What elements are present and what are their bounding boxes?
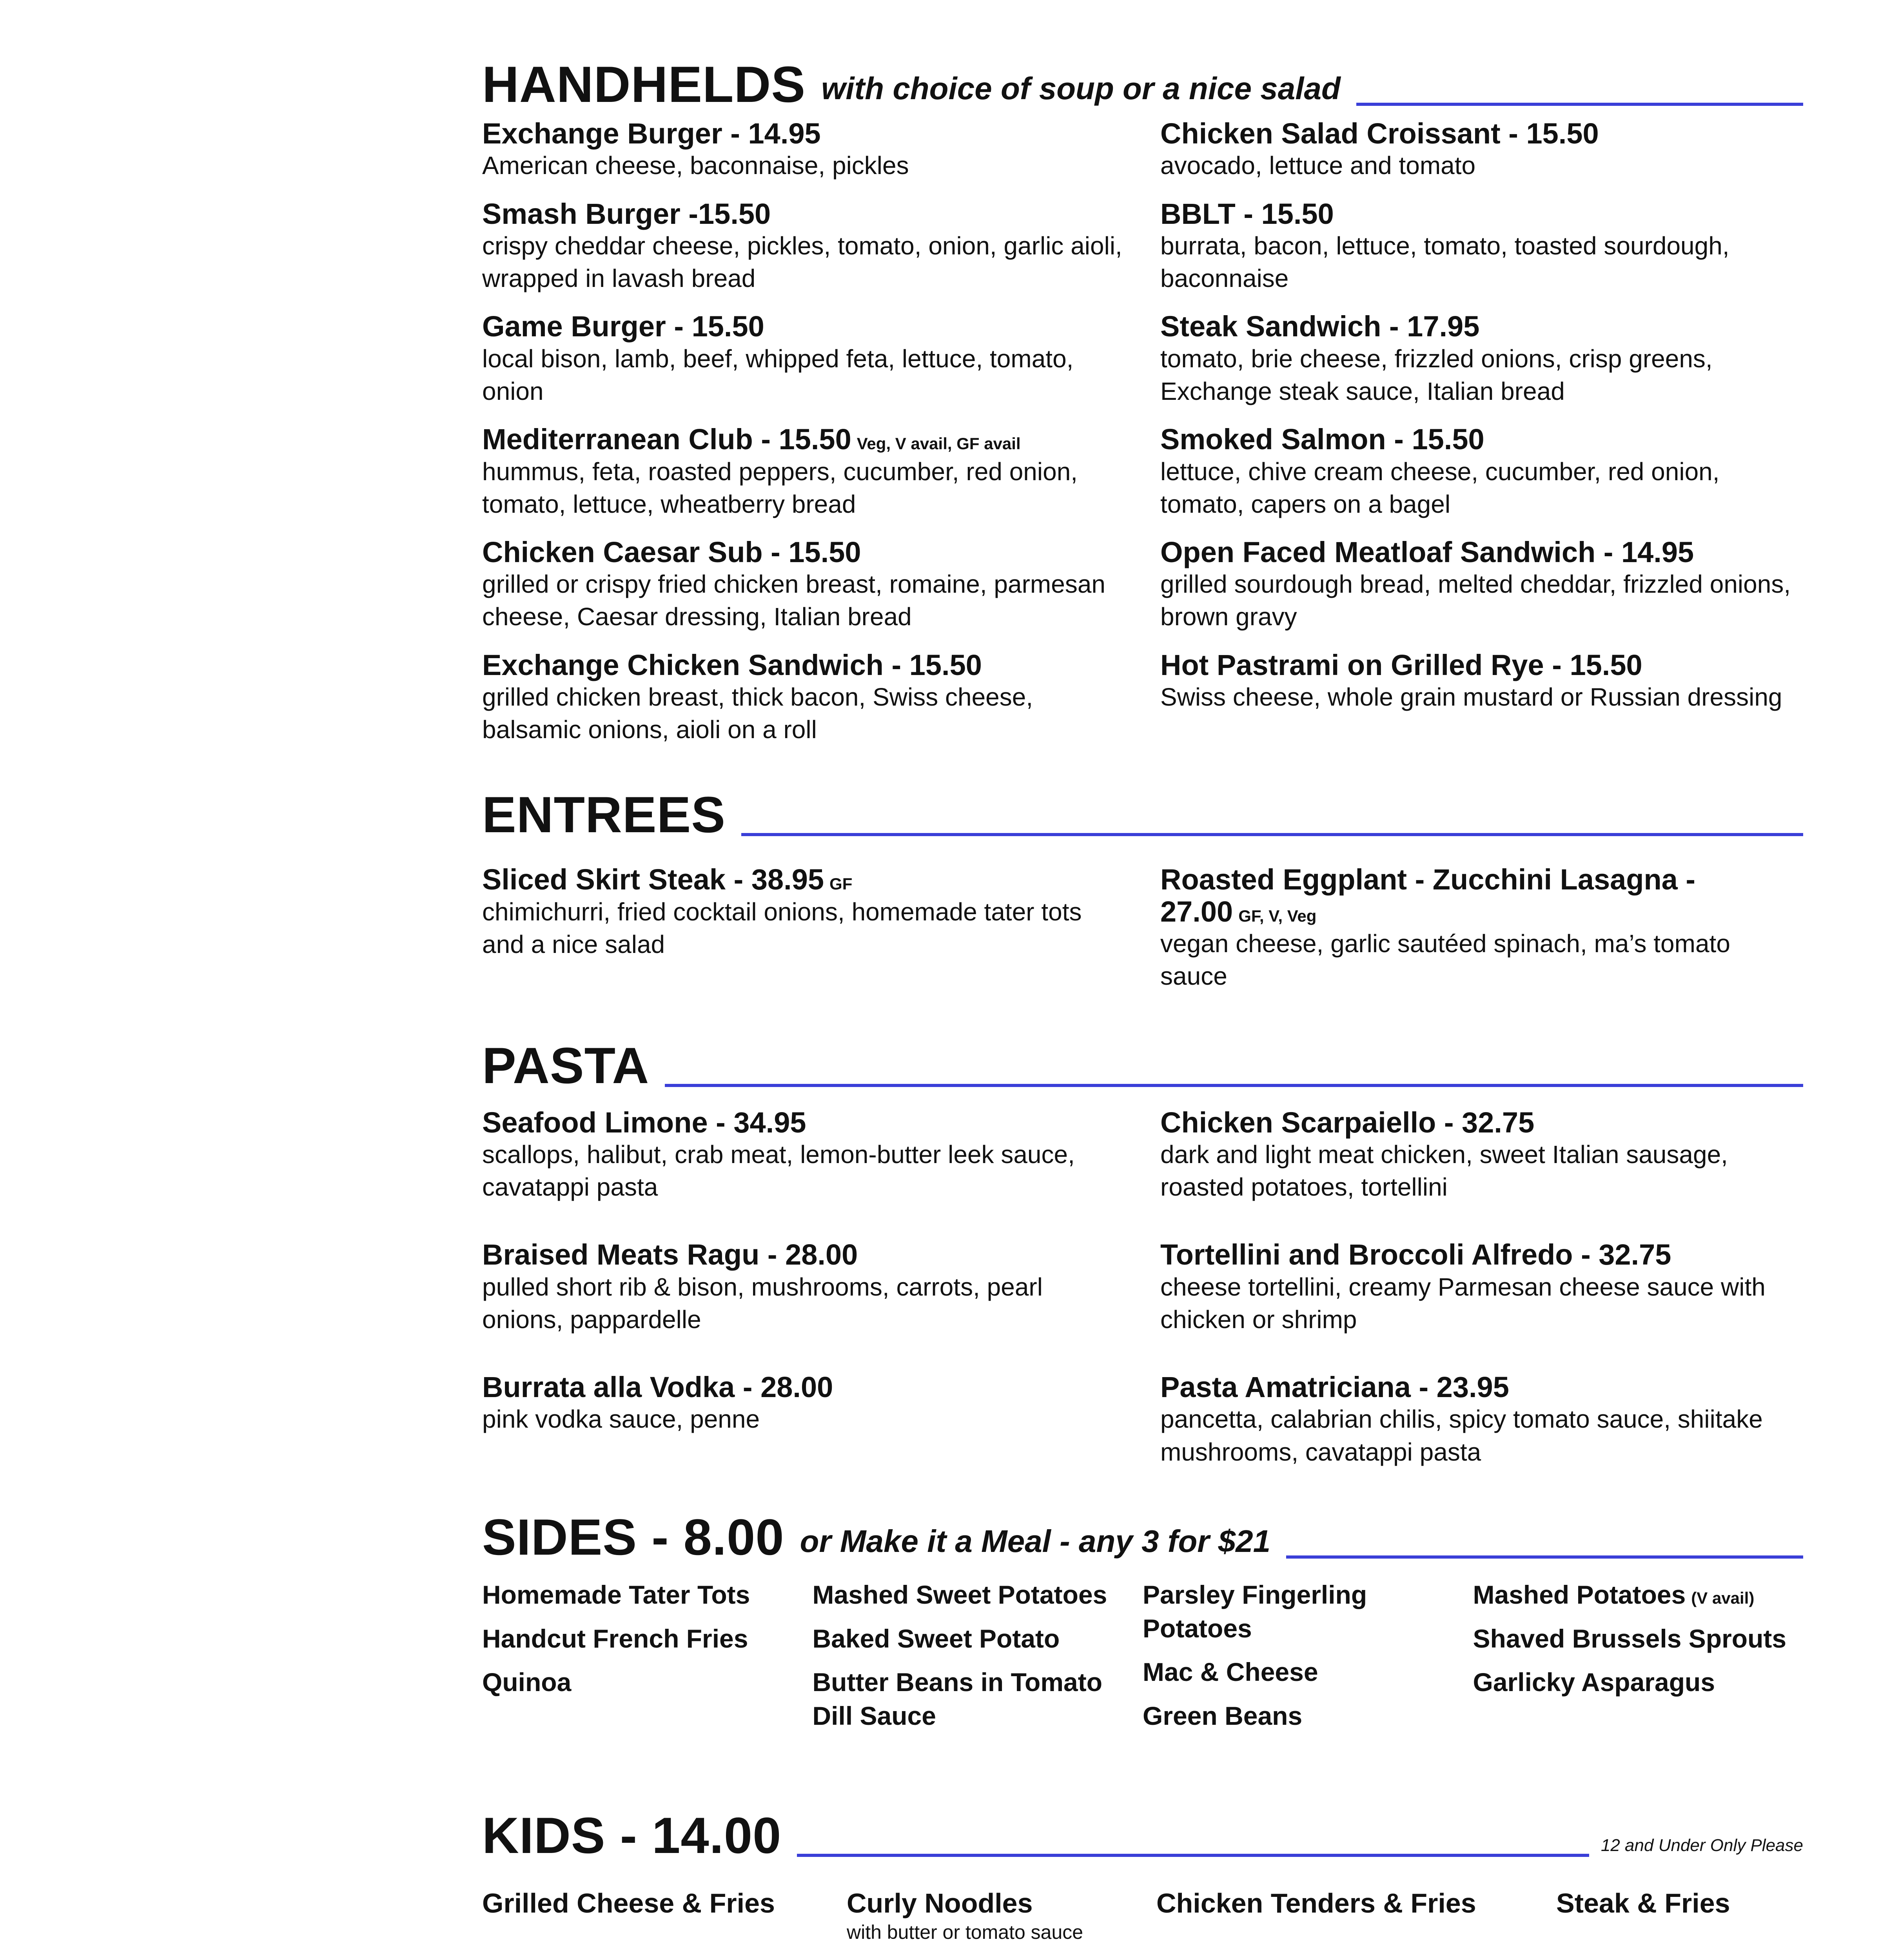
- item-name: Hot Pastrami on Grilled Rye - 15.50: [1160, 648, 1642, 681]
- item-name-text: Sliced Skirt Steak - 38.95: [482, 863, 824, 896]
- side-item: Homemade Tater Tots: [482, 1580, 750, 1609]
- pasta-right-column: [1160, 1091, 1803, 1468]
- kids-item: [1156, 1888, 1556, 1944]
- pasta-title: PASTA: [482, 1036, 650, 1094]
- item-description: scallops, halibut, crab meat, lemon-butter leek sauce, cavatappi pasta: [482, 1140, 1075, 1201]
- side-item: Mashed Sweet Potatoes: [812, 1580, 1107, 1609]
- menu-item: [482, 649, 1125, 746]
- item-name: Pasta Amatriciana - 23.95: [1160, 1371, 1509, 1404]
- sides-subtitle: or Make it a Meal - any 3 for $21: [800, 1523, 1271, 1559]
- side-item: Green Beans: [1143, 1701, 1303, 1731]
- menu-item: [1160, 118, 1803, 182]
- sides-list: [482, 1578, 1803, 1743]
- menu-item: [482, 1371, 1125, 1436]
- item-name: [482, 423, 1125, 455]
- side-item: Quinoa: [482, 1668, 572, 1697]
- menu-item: [1160, 198, 1803, 295]
- item-name: BBLT - 15.50: [1160, 197, 1334, 230]
- menu-item: [1160, 649, 1803, 714]
- item-description: pink vodka sauce, penne: [482, 1405, 760, 1434]
- item-description: burrata, bacon, lettuce, tomato, toasted sourdough, baconnaise: [1160, 231, 1729, 293]
- kids-item: [847, 1888, 1156, 1944]
- kids-title: KIDS - 14.00: [482, 1807, 782, 1864]
- menu-item: [482, 864, 1125, 961]
- item-description: hummus, feta, roasted peppers, cucumber, red onion, tomato, lettuce, wheatberry bread: [482, 457, 1078, 518]
- item-description: pulled short rib & bison, mushrooms, carrots, pearl onions, pappardelle: [482, 1272, 1043, 1334]
- item-description: local bison, lamb, beef, whipped feta, lettuce, tomato, onion: [482, 344, 1074, 405]
- side-item: Mac & Cheese: [1143, 1657, 1318, 1687]
- dietary-tag: GF, V, Veg: [1238, 906, 1317, 925]
- item-description: lettuce, chive cream cheese, cucumber, red onion, tomato, capers on a bagel: [1160, 457, 1720, 518]
- handhelds-title: HANDHELDS: [482, 56, 806, 113]
- handhelds-left-column: [482, 106, 1125, 746]
- item-description: Swiss cheese, whole grain mustard or Russian dressing: [1160, 683, 1782, 711]
- dietary-tag: (V avail): [1691, 1588, 1755, 1607]
- sides-column: [482, 1578, 813, 1743]
- side-item-text: Mashed Potatoes: [1473, 1580, 1686, 1609]
- menu-item: [1160, 310, 1803, 408]
- sides-column: [1473, 1578, 1804, 1743]
- menu-item: [1160, 536, 1803, 633]
- item-description: pancetta, calabrian chilis, spicy tomato sauce, shiitake mushrooms, cavatappi pasta: [1160, 1405, 1763, 1466]
- kids-item-description: with butter or tomato sauce: [847, 1921, 1083, 1944]
- item-description: American cheese, baconnaise, pickles: [482, 151, 909, 180]
- item-name: Smoked Salmon - 15.50: [1160, 423, 1484, 456]
- section-rule: [665, 1084, 1803, 1087]
- item-description: chimichurri, fried cocktail onions, homemade tater tots and a nice salad: [482, 897, 1082, 958]
- item-description: grilled or crispy fried chicken breast, romaine, parmesan cheese, Caesar dressing, Italian bread: [482, 570, 1105, 631]
- item-name-text: Roasted Eggplant - Zucchini Lasagna - 27.00: [1160, 863, 1696, 928]
- kids-item: [1556, 1888, 1730, 1944]
- kids-age-note: 12 and Under Only Please: [1601, 1836, 1803, 1855]
- kids-section: [482, 1807, 1803, 1944]
- kids-item-name: Curly Noodles: [847, 1888, 1033, 1919]
- entrees-section: [482, 786, 1803, 993]
- kids-item-name: Chicken Tenders & Fries: [1156, 1888, 1476, 1919]
- menu-item: [482, 1107, 1125, 1204]
- section-rule: [1356, 103, 1803, 106]
- dietary-tag: GF: [829, 875, 853, 893]
- pasta-section: [482, 1036, 1803, 1468]
- item-description: crispy cheddar cheese, pickles, tomato, onion, garlic aioli, wrapped in lavash bread: [482, 231, 1122, 293]
- side-item: [1473, 1578, 1804, 1612]
- item-name: Chicken Salad Croissant - 15.50: [1160, 117, 1599, 150]
- sides-column: [1143, 1578, 1473, 1743]
- menu-page: [482, 56, 1803, 1944]
- item-name-text: Mediterranean Club - 15.50: [482, 423, 851, 456]
- item-name: Seafood Limone - 34.95: [482, 1106, 806, 1139]
- item-name: Chicken Caesar Sub - 15.50: [482, 535, 861, 568]
- kids-item-name: Grilled Cheese & Fries: [482, 1888, 775, 1919]
- item-description: dark and light meat chicken, sweet Italian sausage, roasted potatoes, tortellini: [1160, 1140, 1728, 1201]
- menu-item: [1160, 1371, 1803, 1468]
- kids-header: [482, 1807, 1803, 1864]
- section-rule: [797, 1854, 1589, 1857]
- side-item: Baked Sweet Potato: [812, 1624, 1060, 1653]
- sides-header: [482, 1508, 1803, 1566]
- item-description: tomato, brie cheese, frizzled onions, crisp greens, Exchange steak sauce, Italian bread: [1160, 344, 1713, 405]
- side-item: Butter Beans in Tomato Dill Sauce: [812, 1668, 1103, 1731]
- item-description: vegan cheese, garlic sautéed spinach, ma’s tomato sauce: [1160, 929, 1730, 991]
- side-item: Handcut French Fries: [482, 1624, 748, 1653]
- item-description: grilled chicken breast, thick bacon, Swiss cheese, balsamic onions, aioli on a roll: [482, 683, 1033, 744]
- side-item: Shaved Brussels Sprouts: [1473, 1624, 1787, 1653]
- section-rule: [741, 833, 1803, 836]
- item-name: Braised Meats Ragu - 28.00: [482, 1238, 858, 1271]
- side-item: Garlicky Asparagus: [1473, 1668, 1715, 1697]
- menu-item: [482, 536, 1125, 633]
- item-description: cheese tortellini, creamy Parmesan cheese sauce with chicken or shrimp: [1160, 1272, 1766, 1334]
- item-name: [482, 864, 1125, 895]
- item-name: Open Faced Meatloaf Sandwich - 14.95: [1160, 535, 1694, 568]
- menu-item: [482, 118, 1125, 182]
- menu-item: [1160, 423, 1803, 521]
- item-name: Smash Burger -15.50: [482, 197, 771, 230]
- item-description: grilled sourdough bread, melted cheddar, frizzled onions, brown gravy: [1160, 570, 1791, 631]
- item-name: Chicken Scarpaiello - 32.75: [1160, 1106, 1535, 1139]
- entrees-title: ENTREES: [482, 786, 726, 844]
- menu-item: [1160, 1239, 1803, 1336]
- item-name: [1160, 864, 1803, 927]
- item-name: Exchange Chicken Sandwich - 15.50: [482, 648, 982, 681]
- pasta-left-column: [482, 1091, 1125, 1468]
- handhelds-section: [482, 56, 1803, 746]
- pasta-header: [482, 1036, 1803, 1094]
- item-name: Tortellini and Broccoli Alfredo - 32.75: [1160, 1238, 1671, 1271]
- menu-item: [482, 1239, 1125, 1336]
- menu-item: [482, 310, 1125, 408]
- handhelds-right-column: [1160, 106, 1803, 746]
- menu-item: [482, 198, 1125, 295]
- entrees-left-column: [482, 848, 1125, 993]
- dietary-tag: Veg, V avail, GF avail: [857, 434, 1021, 453]
- sides-section: [482, 1508, 1803, 1743]
- menu-item: [482, 423, 1125, 521]
- entrees-header: [482, 786, 1803, 844]
- entrees-right-column: [1160, 848, 1803, 993]
- side-item: Parsley Fingerling Potatoes: [1143, 1580, 1367, 1643]
- menu-item: [1160, 864, 1803, 993]
- sides-title: SIDES - 8.00: [482, 1508, 784, 1566]
- item-name: Exchange Burger - 14.95: [482, 117, 821, 150]
- item-name: Steak Sandwich - 17.95: [1160, 310, 1480, 343]
- item-description: avocado, lettuce and tomato: [1160, 151, 1476, 180]
- item-name: Game Burger - 15.50: [482, 310, 764, 343]
- handhelds-header: [482, 56, 1803, 113]
- sides-column: [813, 1578, 1143, 1743]
- section-rule: [1286, 1555, 1803, 1559]
- kids-item-name: Steak & Fries: [1556, 1888, 1730, 1919]
- kids-list: [482, 1888, 1803, 1944]
- handhelds-subtitle: with choice of soup or a nice salad: [821, 71, 1341, 106]
- kids-item: [482, 1888, 847, 1944]
- item-name: Burrata alla Vodka - 28.00: [482, 1371, 833, 1404]
- menu-item: [1160, 1107, 1803, 1204]
